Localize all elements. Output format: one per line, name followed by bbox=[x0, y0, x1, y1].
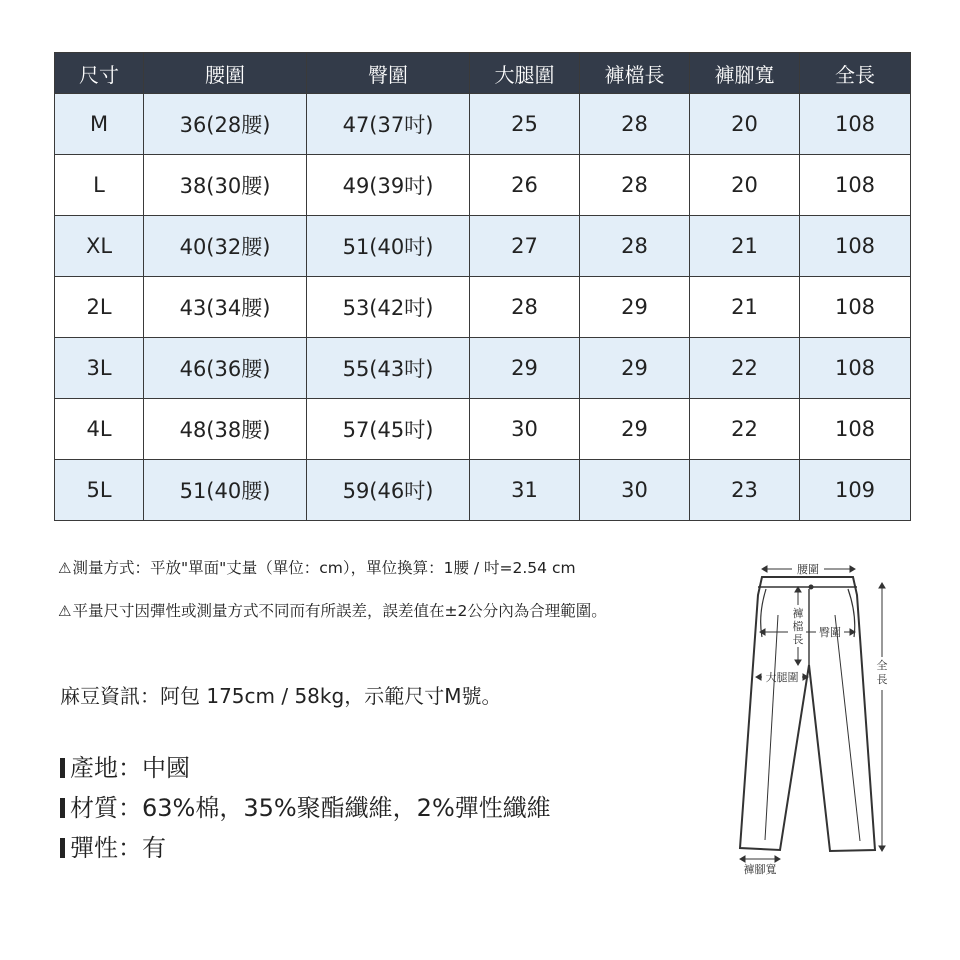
length-label-2: 長 bbox=[876, 673, 888, 686]
table-cell: XL bbox=[55, 216, 144, 277]
table-cell: 21 bbox=[690, 216, 800, 277]
table-cell: 2L bbox=[55, 277, 144, 338]
table-header-row bbox=[55, 53, 911, 94]
table-cell: 59(46吋) bbox=[307, 460, 470, 521]
spec-material bbox=[60, 793, 551, 823]
table-cell: 29 bbox=[580, 338, 690, 399]
table-cell: 30 bbox=[470, 399, 580, 460]
spec-origin bbox=[60, 753, 190, 783]
header-hem: 褲腳寬 bbox=[690, 53, 800, 94]
table-cell: 108 bbox=[800, 338, 911, 399]
table-cell: 57(45吋) bbox=[307, 399, 470, 460]
spec-elasticity bbox=[60, 833, 166, 863]
table-cell: 27 bbox=[470, 216, 580, 277]
table-cell: 25 bbox=[470, 94, 580, 155]
table-cell: 5L bbox=[55, 460, 144, 521]
table-row bbox=[55, 216, 911, 277]
header-waist: 腰圍 bbox=[144, 53, 307, 94]
bullet-bar bbox=[60, 838, 65, 858]
table-cell: 31 bbox=[470, 460, 580, 521]
header-size: 尺寸 bbox=[55, 53, 144, 94]
rise-label-2: 檔 bbox=[792, 620, 804, 633]
bullet-bar bbox=[60, 798, 65, 818]
spec-material-text: 材質：63%棉，35%聚酯纖維，2%彈性纖維 bbox=[70, 794, 551, 822]
header-rise: 褲檔長 bbox=[580, 53, 690, 94]
table-cell: M bbox=[55, 94, 144, 155]
spec-elasticity-text: 彈性：有 bbox=[70, 834, 166, 862]
table-cell: 20 bbox=[690, 155, 800, 216]
table-cell: 22 bbox=[690, 338, 800, 399]
table-cell: 49(39吋) bbox=[307, 155, 470, 216]
table-row bbox=[55, 460, 911, 521]
waist-label: 腰圍 bbox=[797, 563, 819, 576]
table-row bbox=[55, 155, 911, 216]
table-cell: 43(34腰) bbox=[144, 277, 307, 338]
table-row bbox=[55, 277, 911, 338]
table-cell: 55(43吋) bbox=[307, 338, 470, 399]
table-cell: 30 bbox=[580, 460, 690, 521]
table-cell: 109 bbox=[800, 460, 911, 521]
header-length: 全長 bbox=[800, 53, 911, 94]
table-cell: L bbox=[55, 155, 144, 216]
model-info: 麻豆資訊：阿包 175cm / 58kg，示範尺寸M號。 bbox=[60, 684, 502, 708]
table-cell: 28 bbox=[580, 216, 690, 277]
hip-label: 臀圍 bbox=[819, 626, 841, 639]
table-cell: 23 bbox=[690, 460, 800, 521]
table-cell: 108 bbox=[800, 399, 911, 460]
table-cell: 36(28腰) bbox=[144, 94, 307, 155]
spec-origin-text: 產地：中國 bbox=[70, 754, 190, 782]
measure-method-note bbox=[58, 556, 576, 578]
table-cell: 108 bbox=[800, 155, 911, 216]
table-cell: 26 bbox=[470, 155, 580, 216]
size-chart-table bbox=[54, 52, 911, 521]
table-cell: 53(42吋) bbox=[307, 277, 470, 338]
header-hip: 臀圍 bbox=[307, 53, 470, 94]
table-cell: 46(36腰) bbox=[144, 338, 307, 399]
table-cell: 28 bbox=[580, 155, 690, 216]
table-row bbox=[55, 94, 911, 155]
hem-measure bbox=[740, 856, 780, 862]
table-cell: 51(40吋) bbox=[307, 216, 470, 277]
table-cell: 108 bbox=[800, 277, 911, 338]
table-cell: 4L bbox=[55, 399, 144, 460]
pants-outline-icon bbox=[740, 577, 875, 851]
warning-icon: ⚠ bbox=[58, 602, 72, 620]
measure-method-text: 測量方式：平放"單面"丈量（單位：cm），單位換算：1腰 / 吋=2.54 cm bbox=[72, 559, 576, 577]
table-cell: 28 bbox=[580, 94, 690, 155]
table-cell: 48(38腰) bbox=[144, 399, 307, 460]
button-icon bbox=[809, 585, 814, 590]
table-cell: 38(30腰) bbox=[144, 155, 307, 216]
warning-icon: ⚠ bbox=[58, 559, 72, 577]
table-cell: 28 bbox=[470, 277, 580, 338]
rise-label-1: 褲 bbox=[792, 607, 804, 620]
thigh-label: 大腿圍 bbox=[765, 671, 799, 684]
length-label-1: 全 bbox=[876, 659, 888, 672]
table-cell: 108 bbox=[800, 94, 911, 155]
table-row bbox=[55, 399, 911, 460]
table-cell: 20 bbox=[690, 94, 800, 155]
rise-label-3: 長 bbox=[792, 633, 804, 646]
table-cell: 51(40腰) bbox=[144, 460, 307, 521]
pants-measurement-diagram bbox=[720, 555, 900, 885]
table-cell: 47(37吋) bbox=[307, 94, 470, 155]
bullet-bar bbox=[60, 758, 65, 778]
table-cell: 29 bbox=[580, 399, 690, 460]
table-cell: 40(32腰) bbox=[144, 216, 307, 277]
length-measure bbox=[879, 583, 885, 851]
table-cell: 3L bbox=[55, 338, 144, 399]
header-thigh: 大腿圍 bbox=[470, 53, 580, 94]
tolerance-note bbox=[58, 599, 607, 621]
table-cell: 29 bbox=[580, 277, 690, 338]
hem-label: 褲腳寬 bbox=[743, 863, 777, 876]
table-cell: 22 bbox=[690, 399, 800, 460]
tolerance-text: 平量尺寸因彈性或測量方式不同而有所誤差，誤差值在±2公分內為合理範圍。 bbox=[72, 602, 607, 620]
table-cell: 21 bbox=[690, 277, 800, 338]
table-row bbox=[55, 338, 911, 399]
table-cell: 108 bbox=[800, 216, 911, 277]
table-cell: 29 bbox=[470, 338, 580, 399]
